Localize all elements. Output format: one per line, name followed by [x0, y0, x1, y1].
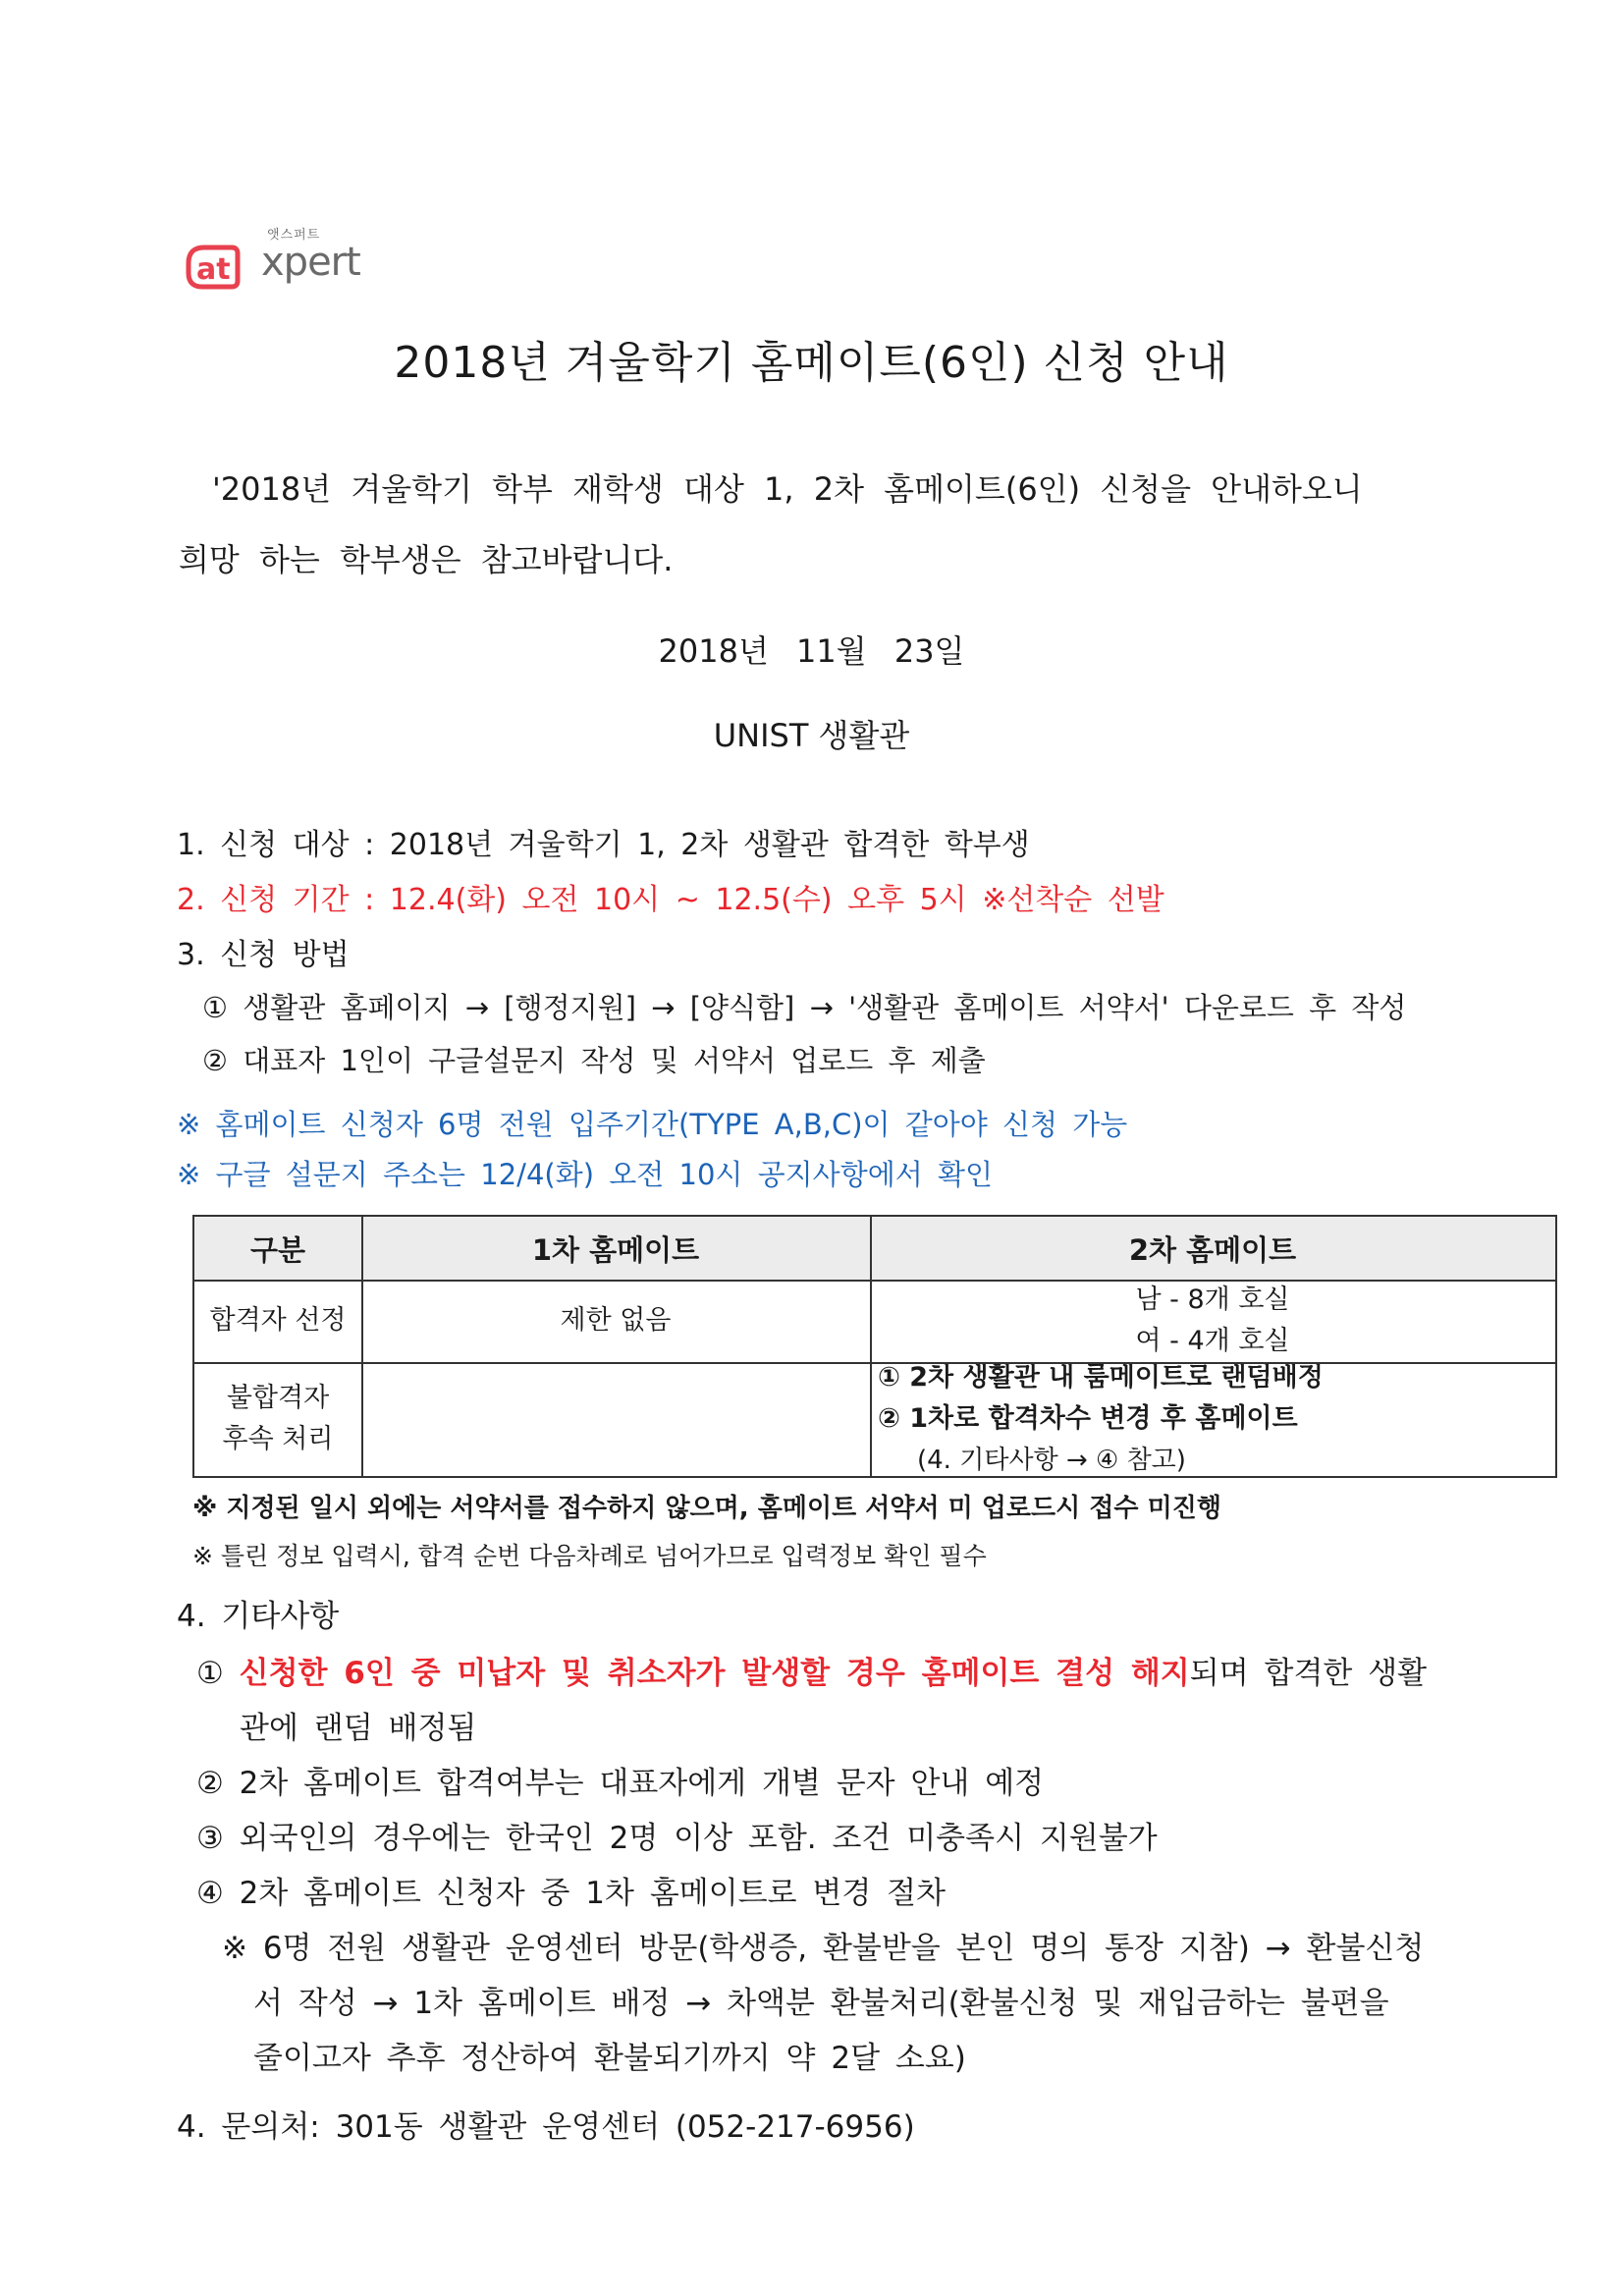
etc-item-4: ④ 2차 홈메이트 신청자 중 1차 홈메이트로 변경 절차 — [196, 1876, 947, 1911]
table-divider — [870, 1217, 872, 1476]
notice-organization: UNIST 생활관 — [713, 717, 910, 754]
etc-item-4-note-line-1: ※ 6명 전원 생활관 운영센터 방문(학생증, 환불받을 본인 명의 통장 지참) → 환불신청 — [222, 1931, 1425, 1966]
etc-item-1 — [196, 1648, 1427, 1692]
logo-mark-icon — [183, 242, 242, 291]
table-header-first: 1차 홈메이트 — [361, 1217, 870, 1280]
homemate-table — [192, 1215, 1557, 1478]
table-header-category: 구분 — [194, 1217, 361, 1280]
row1-second — [870, 1280, 1555, 1362]
row2-first — [361, 1362, 870, 1476]
table-divider — [194, 1362, 1555, 1364]
item-method: 3. 신청 방법 — [177, 938, 350, 972]
intro-line-1: '2018년 겨울학기 학부 재학생 대상 1, 2차 홈메이트(6인) 신청을 안내하오니 — [212, 470, 1363, 508]
logo-korean-text: 앳스퍼트 — [267, 228, 321, 243]
item-target: 1. 신청 대상 : 2018년 겨울학기 1, 2차 생활관 합격한 학부생 — [177, 828, 1030, 862]
etc-item-1-rest: 되며 합격한 생활 — [1189, 1656, 1428, 1691]
row2-second-line-3: (4. 기타사항 → ④ 참고) — [917, 1446, 1186, 1475]
row2-label-line-2: 후속 처리 — [222, 1424, 334, 1454]
svg-text:at: at — [196, 252, 231, 287]
method-step-1: ① 생활관 홈페이지 → [행정지원] → [양식함] → '생활관 홈메이트 서약서' 다운로드 후 작성 — [202, 991, 1407, 1024]
row2-second-line-1: ① 2차 생활관 내 룸메이트로 랜덤배정 — [878, 1362, 1324, 1393]
row2-label — [194, 1362, 361, 1476]
row2-second — [870, 1362, 1555, 1476]
row1-second-female: 여 - 4개 호실 — [1135, 1326, 1290, 1356]
etc-item-4-note-line-3: 줄이고자 추후 정산하여 환불되기까지 약 2달 소요) — [253, 2041, 966, 2076]
note-blue-1: ※ 홈메이트 신청자 6명 전원 입주기간(TYPE A,B,C)이 같아야 신청 가능 — [177, 1108, 1128, 1141]
etc-item-2: ② 2차 홈메이트 합격여부는 대표자에게 개별 문자 안내 예정 — [196, 1766, 1045, 1801]
row1-first: 제한 없음 — [560, 1305, 672, 1336]
etc-item-4-note-line-2: 서 작성 → 1차 홈메이트 배정 → 차액분 환불처리(환불신청 및 재입금하는 불편을 — [253, 1986, 1389, 2021]
etc-item-3: ③ 외국인의 경우에는 한국인 2명 이상 포함. 조건 미충족시 지원불가 — [196, 1821, 1158, 1856]
page-title: 2018년 겨울학기 홈메이트(6인) 신청 안내 — [394, 338, 1229, 388]
row1-second-male: 남 - 8개 호실 — [1135, 1285, 1290, 1315]
etc-heading: 4. 기타사항 — [177, 1599, 340, 1634]
method-step-2: ② 대표자 1인이 구글설문지 작성 및 서약서 업로드 후 제출 — [202, 1044, 986, 1077]
note-blue-2: ※ 구글 설문지 주소는 12/4(화) 오전 10시 공지사항에서 확인 — [177, 1158, 993, 1191]
table-divider — [194, 1280, 1555, 1282]
etc-item-1-prefix: ① — [196, 1656, 240, 1691]
row1-label: 합격자 선정 — [209, 1305, 347, 1336]
logo-brand-text: xpert — [261, 240, 360, 285]
row2-second-line-2: ② 1차로 합격차수 변경 후 홈메이트 — [878, 1403, 1298, 1434]
atxpert-logo — [183, 224, 360, 293]
item-period: 2. 신청 기간 : 12.4(화) 오전 10시 ~ 12.5(수) 오후 5시 ※선착순 선발 — [177, 883, 1164, 917]
note-plain: ※ 틀린 정보 입력시, 합격 순번 다음차례로 넘어가므로 입력정보 확인 필수 — [192, 1542, 987, 1570]
contact-info: 4. 문의처: 301동 생활관 운영센터 (052-217-6956) — [177, 2109, 915, 2145]
etc-item-1-highlight: 신청한 6인 중 미납자 및 취소자가 발생할 경우 홈메이트 결성 해지 — [239, 1656, 1190, 1691]
table-divider — [361, 1217, 363, 1476]
intro-line-2: 희망 하는 학부생은 참고바랍니다. — [179, 541, 674, 578]
row2-label-line-1: 불합격자 — [226, 1383, 330, 1413]
notice-date: 2018년 11월 23일 — [658, 632, 965, 670]
intro-paragraph — [179, 454, 1455, 595]
note-bold: ※ 지정된 일시 외에는 서약서를 접수하지 않으며, 홈메이트 서약서 미 업로드시 접수 미진행 — [192, 1494, 1221, 1523]
etc-item-1-continued: 관에 랜덤 배정됨 — [240, 1711, 477, 1746]
table-header-second: 2차 홈메이트 — [870, 1217, 1555, 1280]
